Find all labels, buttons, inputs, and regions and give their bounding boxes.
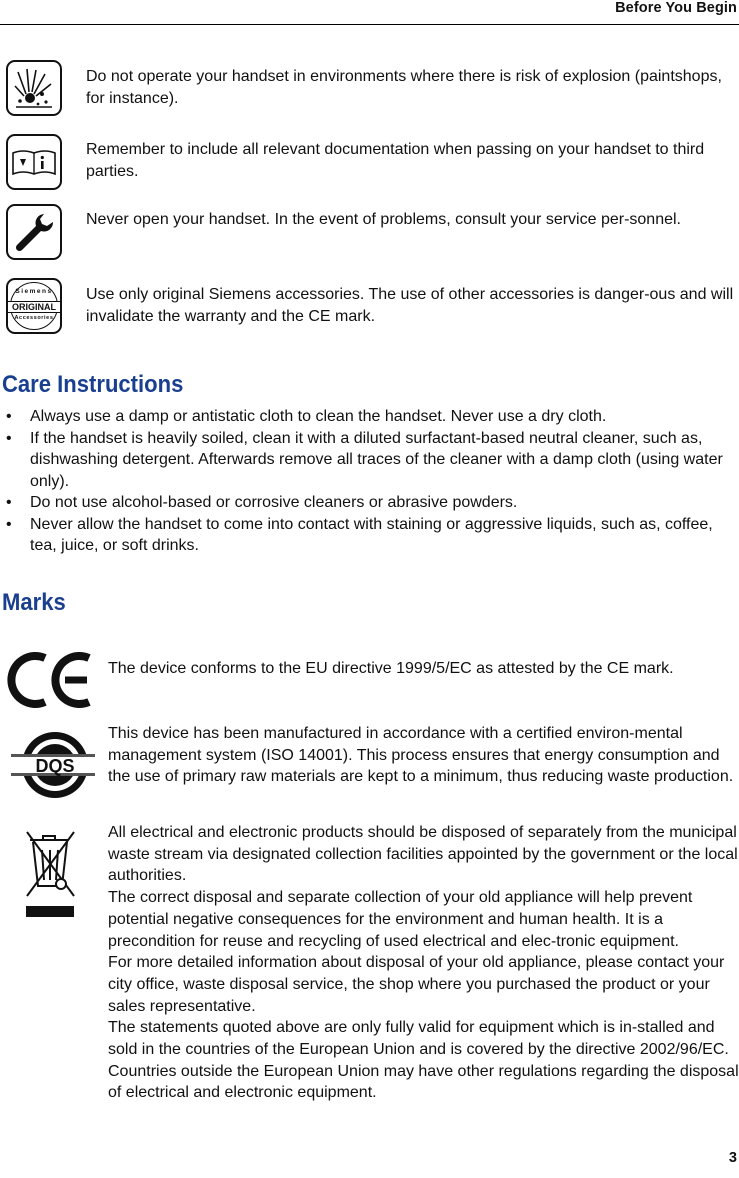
header-rule (0, 24, 739, 25)
bullet: • (6, 408, 12, 425)
weee-crossed-bin-icon (24, 828, 78, 925)
weee-disposal-text (108, 822, 739, 1104)
weee-paragraph: All electrical and electronic products should be disposed of separately from the municipal waste stream via designated collection facilities appointed by the government or the local authorities. (108, 824, 738, 885)
care-item-text: Never allow the handset to come into contact with staining or aggressive liquids, such as, coffee, tea, juice, or soft drinks. (30, 515, 713, 554)
list-item (6, 428, 736, 493)
care-item-text: If the handset is heavily soiled, clean it with a diluted surfactant-based neutral cleaner, such as, dishwashing detergent. Afterwards remove all traces of the cleaner with a damp cloth (using water only). (30, 429, 723, 490)
safety-note-documentation: Remember to include all relevant documentation when passing on your handset to third parties. (86, 141, 705, 180)
dqs-logo-text: DQS (35, 756, 75, 776)
list-item (6, 514, 736, 557)
list-item (6, 492, 736, 514)
ce-mark-text: The device conforms to the EU directive 1999/5/EC as attested by the CE mark. (108, 660, 674, 677)
care-instructions-list (6, 406, 736, 557)
weee-paragraph: For more detailed information about disposal of your old appliance, please contact your city office, waste disposal service, the shop where you purchased the product or your sales representative. (108, 954, 725, 1015)
safety-note-explosion: Do not operate your handset in environments where there is risk of explosion (paintshops, for instance). (86, 68, 722, 107)
safety-note-wrench: Never open your handset. In the event of problems, consult your service per-sonnel. (86, 211, 681, 228)
weee-paragraph: The statements quoted above are only fully valid for equipment which is in-stalled and sold in the countries of the European Union and is covered by the directive 2002/96/EC. Countries outside the European Union may have other regulations regarding the disposal of electrical and electronic equipment. (108, 1019, 739, 1102)
badge-bottom-text: Accessories (14, 315, 54, 321)
iso-14001-text: This device has been manufactured in accordance with a certified environ-mental management system (ISO 14001). This process ensures that energy consumption and the use of primary raw materials are kept to a minimum, thus reducing waste production. (108, 725, 734, 786)
dqs-certification-icon (9, 728, 97, 807)
marks-heading: Marks (2, 589, 66, 616)
badge-top-text: Siemens (15, 288, 53, 295)
weee-paragraph: The correct disposal and separate collection of your old appliance will help prevent potential negative consequences for the environment and human health. It is a precondition for reuse and recycling of used electrical and elec-tronic equipment. (108, 889, 693, 950)
ce-mark-icon (7, 650, 93, 715)
list-item (6, 406, 736, 428)
documentation-icon (6, 134, 62, 190)
siemens-original-accessories-icon (6, 278, 62, 334)
care-item-text: Do not use alcohol-based or corrosive cleaners or abrasive powders. (30, 494, 518, 511)
badge-original-text: ORIGINAL (8, 301, 60, 313)
wrench-icon (6, 204, 62, 260)
care-item-text: Always use a damp or antistatic cloth to clean the handset. Never use a dry cloth. (30, 408, 607, 425)
running-header-title: Before You Begin (615, 0, 737, 16)
bullet: • (6, 494, 12, 511)
bullet: • (6, 515, 12, 533)
page-number: 3 (728, 1150, 737, 1166)
care-instructions-heading: Care Instructions (2, 371, 184, 398)
safety-note-accessories: Use only original Siemens accessories. The use of other accessories is danger-ous and will invalidate the warranty and the CE mark. (86, 286, 734, 325)
explosion-warning-icon (6, 60, 62, 116)
bullet: • (6, 429, 12, 447)
